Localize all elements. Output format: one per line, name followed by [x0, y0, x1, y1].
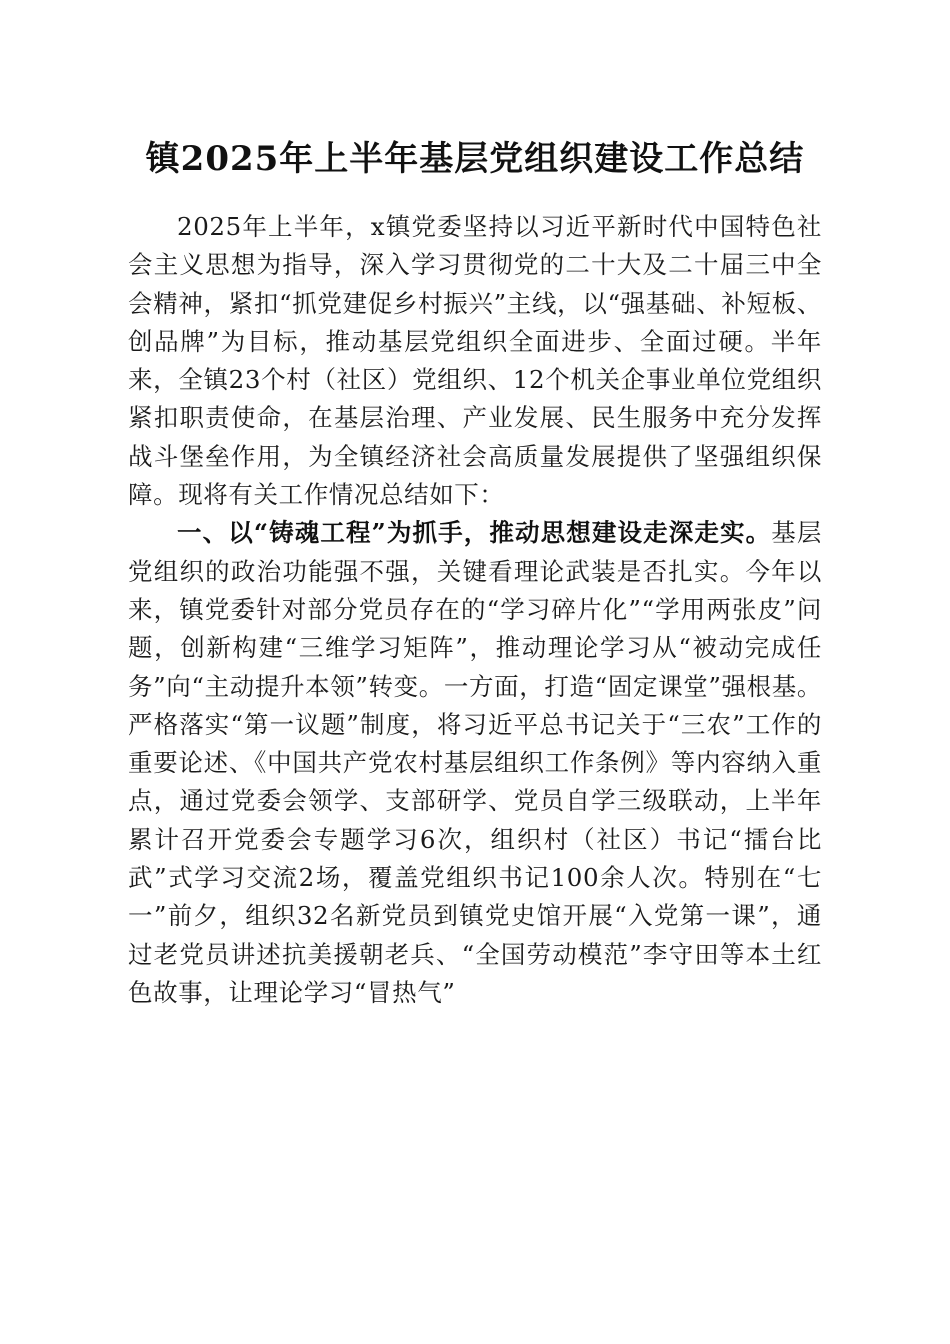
document-title: 镇2025年上半年基层党组织建设工作总结 — [145, 139, 805, 179]
paragraph-text: 2025年上半年，x镇党委坚持以习近平新时代中国特色社会主义思想为指导，深入学习贯彻党的二十大及二十届三中全会精神，紧扣“抓党建促乡村振兴”主线，以“强基础、补短板、创品牌”为目标，推动基层党组织全面进步、全面过硬。半年来，全镇23个村（社区）党组织、12个机关企事业单位党组织紧扣职责使命，在基层治理、产业发展、民生服务中充分发挥战斗堡垒作用，为全镇经济社会高质量发展提供了坚强组织保障。现将有关工作情况总结如下： — [128, 212, 822, 510]
intro-paragraph — [128, 208, 822, 514]
section-one-paragraph — [128, 514, 822, 1012]
paragraph-text: 基层党组织的政治功能强不强，关键看理论武装是否扎实。今年以来，镇党委针对部分党员存在的“学习碎片化”“学用两张皮”问题，创新构建“三维学习矩阵”，推动理论学习从“被动完成任务”向“主动提升本领”转变。一方面，打造“固定课堂”强根基。严格落实“第一议题”制度，将习近平总书记关于“三农”工作的重要论述、《中国共产党农村基层组织工作条例》等内容纳入重点，通过党委会领学、支部研学、党员自学三级联动，上半年累计召开党委会专题学习6次，组织村（社区）书记“擂台比武”式学习交流2场，覆盖党组织书记100余人次。特别在“七一”前夕，组织32名新党员到镇党史馆开展“入党第一课”，通过老党员讲述抗美援朝老兵、“全国劳动模范”李守田等本土红色故事，让理论学习“冒热气” — [128, 518, 822, 1007]
document-body — [128, 208, 822, 1012]
section-heading: 一、以“铸魂工程”为抓手，推动思想建设走深走实。 — [177, 518, 772, 548]
